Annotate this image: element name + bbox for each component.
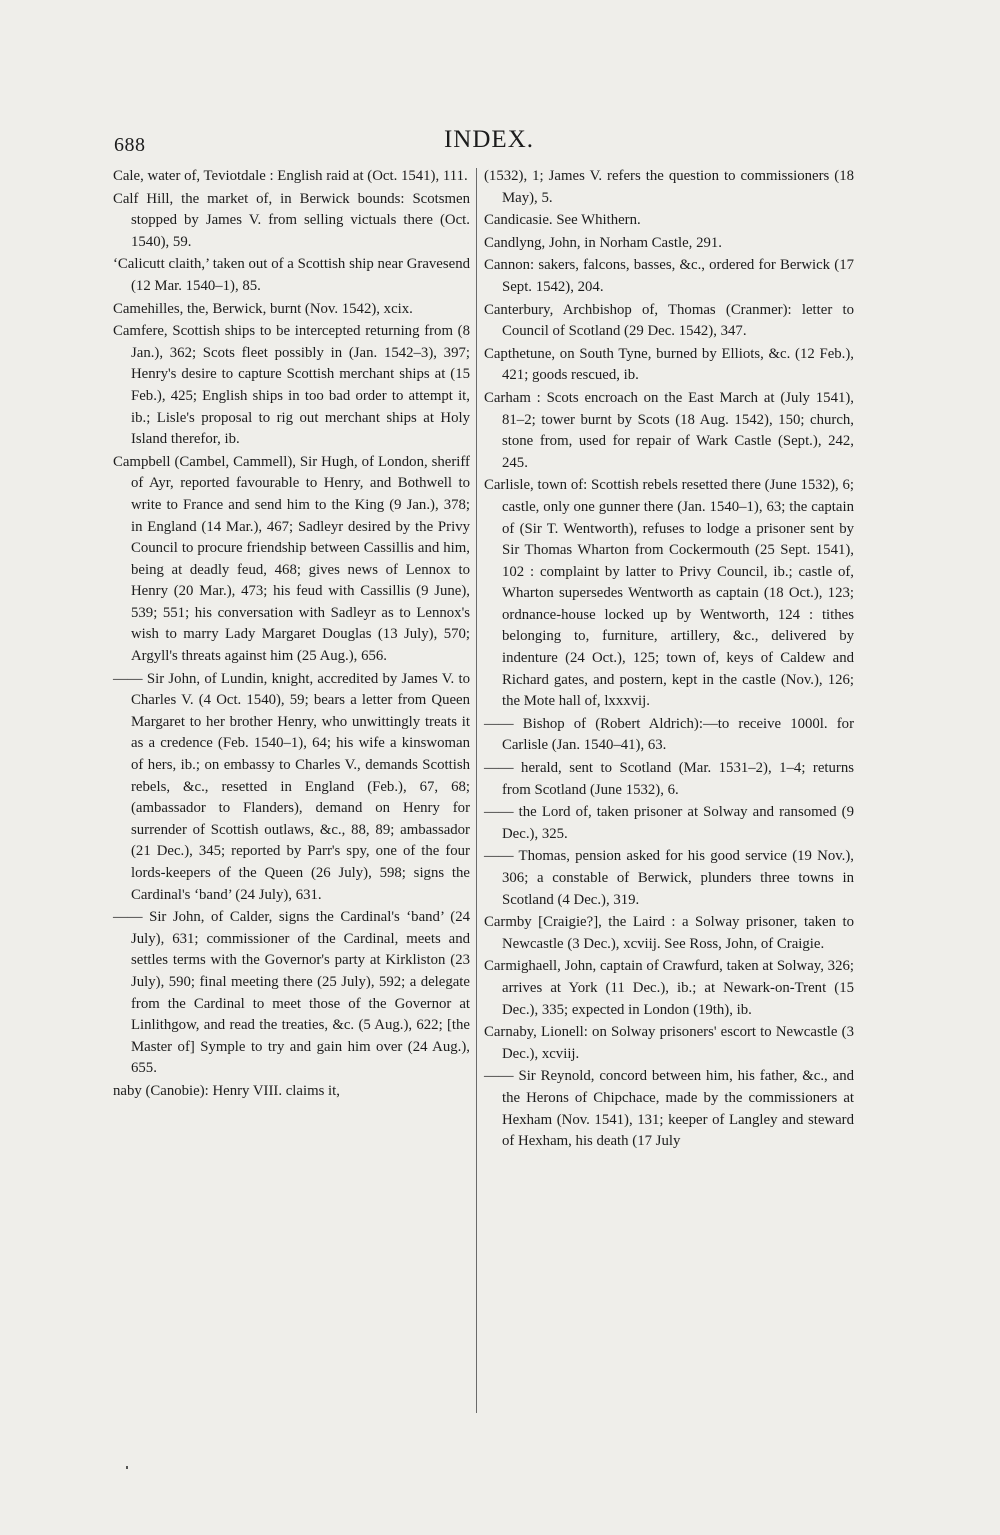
index-entry-continued: (1532), 1; James V. refers the question to commissioners (18 May), 5. [484, 168, 854, 206]
running-title: INDEX. [443, 126, 534, 153]
page-header [114, 120, 864, 160]
index-entry: Carnaby, Lionell: on Solway prisoners' escort to Newcastle (3 Dec.), xcviij. [484, 1024, 854, 1062]
index-entry: ‘Calicutt claith,’ taken out of a Scottish ship near Gravesend (12 Mar. 1540–1), 85. [113, 256, 470, 294]
index-entry: Cale, water of, Teviotdale : English raid at (Oct. 1541), 111. [113, 168, 468, 184]
index-entry: Carlisle, town of: Scottish rebels resetted there (June 1532), 6; castle, only one gunner there (Jan. 1540–1), 63; the captain of (Sir T. Wentworth), refuses to lodge a prisoner sent by Sir Thomas Wharton from Cockermouth (25 Sept. 1541), 102 : complaint by latter to Privy Council, ib.; castle of, Wharton supersedes Wentworth as captain (18 Oct.), 123; ordnance-house locked up by Wentworth, 124 : tithes belonging to, furniture, artillery, &c., delivered by indenture (24 Oct.), 125; town of, keys of Caldew and Richard gates, and postern, kept in the castle (Nov.), 126; the Mote hall of, lxxxvij. [484, 477, 854, 710]
index-entry: Carmby [Craigie?], the Laird : a Solway prisoner, taken to Newcastle (3 Dec.), xcviij. See Ross, John, of Craigie. [484, 914, 854, 952]
index-subentry: —— Sir John, of Calder, signs the Cardinal's ‘band’ (24 July), 631; commissioner of the Cardinal, meets and settles terms with the Governor's party at Kirkliston (23 July), 590; final meeting there (25 July), 592; a delegate from the Cardinal to meet those of the Governor at Linlithgow, and read the treaties, &c. (5 Aug.), 622; [the Master of] Symple to try and gain him over (24 Aug.), 655. [113, 909, 470, 1077]
index-entry: Camfere, Scottish ships to be intercepted returning from (8 Jan.), 362; Scots fleet possibly in (Jan. 1542–3), 397; Henry's desire to capture Scottish merchant ships at (15 Feb.), 425; English ships in too bad order to attempt it, ib.; Lisle's proposal to rig out merchant ships at Holy Island therefor, ib. [113, 323, 470, 448]
index-subentry: —— Thomas, pension asked for his good service (19 Nov.), 306; a constable of Berwick, plunders three towns in Scotland (4 Dec.), 319. [484, 848, 854, 908]
index-subentry: —— Bishop of (Robert Aldrich):—to receive 1000l. for Carlisle (Jan. 1540–41), 63. [484, 715, 854, 754]
index-entry: Canterbury, Archbishop of, Thomas (Cranmer): letter to Council of Scotland (29 Dec. 1542), 347. [484, 301, 854, 340]
paper-speck [126, 1466, 128, 1469]
index-entry: Cannon: sakers, falcons, basses, &c., ordered for Berwick (17 Sept. 1542), 204. [484, 257, 854, 295]
index-entry: Carmighaell, John, captain of Crawfurd, taken at Solway, 326; arrives at York (11 Dec.), ib.; at Newark-on-Trent (15 Dec.), 335; expected in London (19th), ib. [484, 958, 854, 1018]
index-entry: Calf Hill, the market of, in Berwick bounds: Scotsmen stopped by James V. from selling victuals there (Oct. 1540), 59. [113, 190, 470, 250]
left-column [113, 166, 470, 1104]
page-number: 688 [114, 134, 146, 156]
column-divider [476, 168, 477, 1413]
index-entry: Carham : Scots encroach on the East March at (July 1541), 81–2; tower burnt by Scots (18 Aug. 1542), 150; church, stone from, used for repair of Wark Castle (Sept.), 242, 245. [484, 389, 854, 471]
index-entry: Capthetune, on South Tyne, burned by Elliots, &c. (12 Feb.), 421; goods rescued, ib. [484, 345, 854, 384]
index-entry: Camehilles, the, Berwick, burnt (Nov. 1542), xcix. [113, 300, 413, 317]
index-subentry: —— Sir Reynold, concord between him, his father, &c., and the Herons of Chipchace, made by the commissioners at Hexham (Nov. 1541), 131; keeper of Langley and steward of Hexham, his death (17 July [484, 1068, 854, 1150]
index-entry: naby (Canobie): Henry VIII. claims it, [113, 1082, 340, 1099]
index-subentry: —— Sir John, of Lundin, knight, accredited by James V. to Charles V. (4 Oct. 1540), 59; bears a letter from Queen Margaret to her brother Henry, who unwittingly treats it as a credence (Feb. 1540–1), 64; his wife a kinswoman of hers, ib.; on embassy to Charles V., demands Scottish rebels, &c., resetted in England (Feb.), 67, 68; (ambassador to Flanders), demand on Henry for surrender of Scottish outlaws, &c., 88, 89; ambassador (21 Dec.), 345; reported by Parr's spy, one of the four lords-keepers of the Queen (26 July), 598; signs the Cardinal's ‘band’ (24 July), 631. [113, 670, 470, 903]
index-subentry: —— the Lord of, taken prisoner at Solway and ransomed (9 Dec.), 325. [484, 804, 854, 842]
index-entry: Candlyng, John, in Norham Castle, 291. [484, 234, 722, 251]
index-entry: Candicasie. See Whithern. [484, 212, 641, 229]
index-subentry: —— herald, sent to Scotland (Mar. 1531–2), 1–4; returns from Scotland (June 1532), 6. [484, 760, 854, 798]
index-entry: Campbell (Cambel, Cammell), Sir Hugh, of London, sheriff of Ayr, reported favourable to Henry, and Bothwell to write to France and send him to the King (9 Jan.), 378; in England (14 Mar.), 467; Sadleyr desired by the Privy Council to procure friendship between Cassillis and him, being at deadly feud, 468; gives news of Lennox to Henry (20 Mar.), 473; his feud with Cassillis (9 June), 539; 551; his conversation with Sadleyr as to Lennox's wish to marry Lady Margaret Douglas (13 July), 570; Argyll's threats against him (25 Aug.), 656. [113, 453, 470, 665]
right-column [484, 166, 854, 1154]
